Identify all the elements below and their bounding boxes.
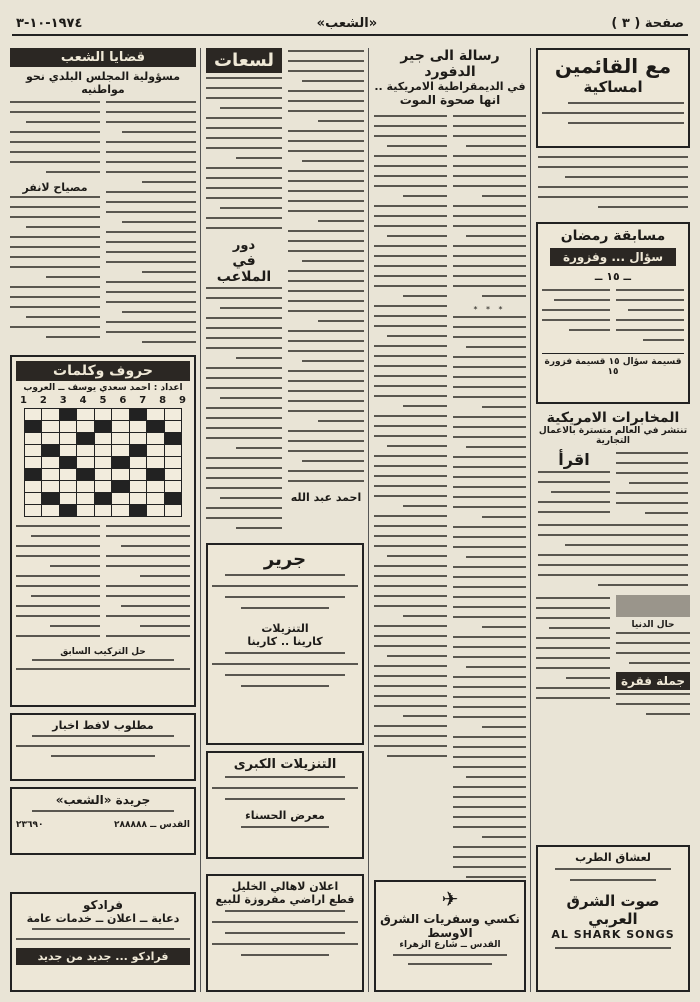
crossword-author: اﻋﺪاد : اﺣﻤﺪ ﺳﻌﺪي ﻳﻮﺳﻒ ــ اﻟﻌﺮوب bbox=[23, 383, 183, 393]
qadaya-section: ﻗﻀﺎﻳﺎ اﻟﺸﻌﺐ bbox=[10, 48, 196, 67]
crossword-number: 8 bbox=[159, 395, 167, 406]
author-signature: اﺣﻤﺪ ﻋﺒﺪ اﻟﻠﻪ bbox=[290, 491, 362, 504]
tanzilat-ad bbox=[206, 751, 364, 859]
column-photo bbox=[616, 595, 690, 617]
dawr-heading: دور bbox=[232, 238, 256, 253]
ramadan-competition bbox=[536, 222, 690, 404]
crossword-title: ﺣﺮوف وﻛﻠﻤﺎت bbox=[16, 361, 190, 381]
fiqra-title: ﺟﻤﻠﺔ ﻓﻘﺮة bbox=[616, 672, 690, 690]
furadco-slogan: ﻓﺮادﻛﻮ ... ﺟﺪﻳﺪ ﻣﻦ ﺟﺪﻳﺪ bbox=[16, 948, 190, 965]
crossword-number: 3 bbox=[59, 395, 67, 406]
records-ad bbox=[536, 845, 690, 992]
column-center-right bbox=[374, 48, 526, 992]
column-left bbox=[10, 48, 196, 992]
issue-date: ١٩٧٤-١٠-٣ bbox=[16, 16, 83, 31]
records-ad-heading: ﻟﻌﺸﺎق اﻟﻄﺮب bbox=[575, 851, 651, 864]
phone-number: اﻟﻘﺪس ــ ٢٨٨٨٨٨ bbox=[114, 820, 190, 830]
sub-headline: ﻣﺼﻴﺎح ﻻﻧﻔﺮ bbox=[22, 181, 88, 194]
records-brand: ﺻﻮت اﻟﺸﺮق اﻟﻌﺮﺑﻲ bbox=[566, 892, 660, 928]
wanted-heading: ﻣﻄﻠﻮب ﻻﻓﻂ اﺧﺒﺎر bbox=[52, 719, 154, 732]
page-label: صفحة ( ٣ ) bbox=[611, 16, 684, 31]
malaab-heading: ﻓﻲ اﻟﻤﻼﻋﺐ bbox=[216, 253, 272, 285]
furadco-ad bbox=[10, 892, 196, 992]
imsakiya-title: اﻣﺴﺎﻛﻴﺔ bbox=[583, 78, 643, 96]
competition-number: ــ ١٥ ــ bbox=[594, 270, 632, 283]
crossword-number: 6 bbox=[119, 395, 127, 406]
intel-subheadline: ﺗﻨﺘﺸﺮ ﻓﻲ اﻟﻌﺎﻟﻢ ﻣﺘﺴﺘﺮة ﺑﺎﻻﻋﻤﺎل اﻟﺘﺠﺎرﻳﺔ bbox=[538, 426, 688, 446]
crossword-box bbox=[10, 355, 196, 707]
crossword-number: 7 bbox=[139, 395, 147, 406]
records-brand-en: AL SHARK SONGS bbox=[551, 928, 675, 941]
hebron-ad bbox=[206, 874, 364, 992]
newspaper-ad bbox=[10, 787, 196, 855]
read-label: اﻗﺮأ bbox=[558, 450, 590, 469]
phone-number-2: ٢٣٦٩٠ bbox=[16, 820, 44, 830]
maarad-name: ﻣﻌﺮض اﻟﺤﺴﻨﺎء bbox=[245, 809, 325, 822]
hebron-ad-title: اﻋﻼن ﻻﻫﺎﻟﻲ اﻟﺨﻠﻴﻞ bbox=[231, 880, 339, 893]
jarida-heading: ﺟﺮﻳﺪة «اﻟﺸﻌﺐ» bbox=[55, 793, 151, 807]
crossword-grid bbox=[24, 408, 182, 517]
solution-heading: ﺣﻞ اﻟﺘﺮﻛﻴﺐ اﻟﺴﺎﺑﻖ bbox=[60, 647, 146, 657]
intel-headline: اﻟﻤﺨﺎﺑﺮات اﻻﻣﺮﻳﻜﻴﺔ bbox=[546, 410, 680, 426]
page-header bbox=[12, 8, 688, 36]
furadco-brand: ﻓﺮادﻛﻮ bbox=[82, 898, 124, 912]
imsakiya-box bbox=[536, 48, 690, 148]
newspaper-name: «الشعب» bbox=[316, 16, 378, 31]
crossword-number: 4 bbox=[79, 395, 87, 406]
column-rule bbox=[530, 48, 531, 992]
airline-address: اﻟﻘﺪس ــ ﺷﺎرع اﻟﺰﻫﺮاء bbox=[399, 940, 501, 950]
airline-name: ﻧﻜﺴﻲ وﺳﻔﺮﻳﺎت اﻟﺸﺮق اﻻوﺳﻂ bbox=[380, 912, 520, 940]
column-right bbox=[536, 48, 690, 992]
lasaat-section: ﻟﺴﻌﺎت bbox=[206, 48, 282, 73]
main-headline: رﺳﺎﻟﺔ اﻟﻰ ﺟﻴﺮ اﻟﺪﻓﻮرد bbox=[400, 48, 500, 80]
crossword-number: 2 bbox=[39, 395, 47, 406]
coupon-line: ﻗﺴﻴﻤﺔ ﺳﺆال ١٥ ﻗﺴﻴﻤﺔ ﻓﺰورة ١٥ bbox=[542, 353, 684, 377]
crossword-numbers bbox=[16, 395, 190, 406]
tanzilat-heading: اﻟﺘﻨﺰﻳﻼت bbox=[261, 622, 309, 635]
wanted-ad bbox=[10, 713, 196, 781]
karina-line: ﻛﺎرﻳﻨﺎ .. ﻛﺎرﻳﻨﺎ bbox=[247, 635, 323, 648]
main-subheadline: اﻧﻬﺎ ﺻﺤﻮة اﻟﻤﻮت bbox=[399, 93, 501, 107]
competition-subtitle: ﺳﺆال ... وﻓﺰورة bbox=[550, 248, 676, 266]
tanzilat-kubra: اﻟﺘﻨﺰﻳﻼت اﻟﻜﺒﺮى bbox=[233, 757, 337, 772]
section-break: * * * bbox=[473, 305, 506, 314]
column-rule bbox=[200, 48, 201, 992]
jarir-brand: ﺟﺮﻳﺮ bbox=[263, 549, 307, 570]
main-kicker: ﻓﻲ اﻟﺪﻳﻤﻘﺮاﻃﻴﺔ اﻻﻣﺮﻳﻜﻴﺔ .. bbox=[374, 80, 526, 93]
competition-title: ﻣﺴﺎﺑﻘﺔ رﻣﻀﺎن bbox=[560, 228, 666, 244]
airline-ad bbox=[374, 880, 526, 992]
crossword-number: 9 bbox=[179, 395, 186, 406]
column-center-left bbox=[206, 48, 364, 992]
furadco-services: دﻋﺎﻳﺔ ــ اﻋﻼن ــ ﺧﺪﻣﺎت ﻋﺎﻣﺔ bbox=[26, 912, 180, 925]
article-headline: ﻣﺴﺆوﻟﻴﺔ اﻟﻤﺠﻠﺲ اﻟﺒﻠﺪي ﻧﺤﻮ ﻣﻮاﻃﻨﻴﻪ bbox=[25, 70, 181, 96]
column-rule bbox=[368, 48, 369, 992]
crossword-number: 1 bbox=[20, 395, 27, 406]
jarir-ad bbox=[206, 543, 364, 745]
land-sale-line: ﻗﻄﻊ اراﺿﻲ ﻣﻔﺮوزة ﻟﻠﺒﻴﻊ bbox=[215, 893, 355, 906]
wings-icon: ✈ bbox=[441, 887, 459, 911]
hal-dunya-title: ﺣﺎل اﻟﺪﻧﻴﺎ bbox=[631, 620, 675, 630]
crossword-number: 5 bbox=[99, 395, 107, 406]
imsakiya-masthead: ﻣﻊ اﻟﻘﺎﺋﻤﻴﻦ bbox=[554, 54, 672, 78]
